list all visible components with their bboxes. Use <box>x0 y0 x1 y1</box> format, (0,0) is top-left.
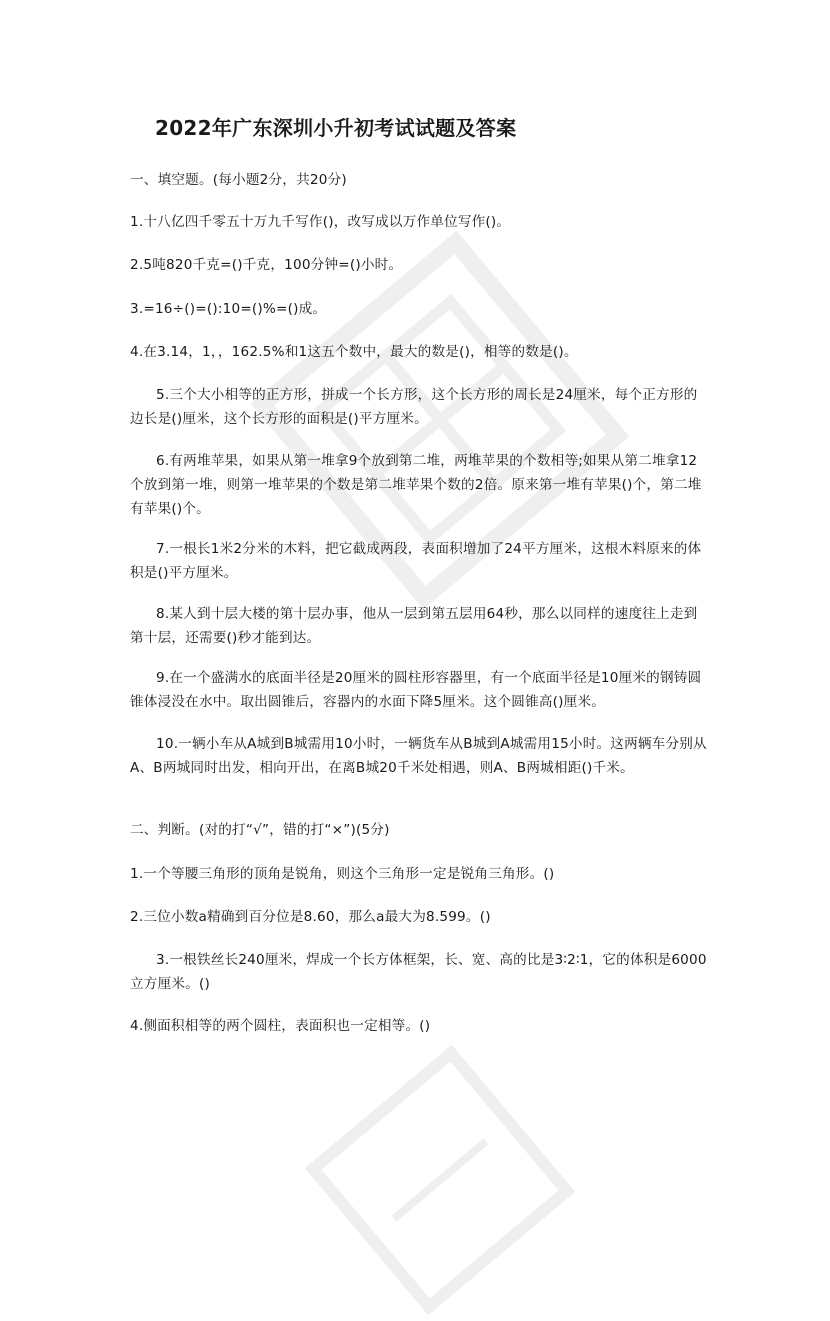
judge-question-4: 4.侧面积相等的两个圆柱，表面积也一定相等。() <box>130 1018 431 1034</box>
watermark-logo-icon <box>299 1039 581 1321</box>
fill-question-5: 5.三个大小相等的正方形，拼成一个长方形，这个长方形的周长是24厘米，每个正方形的边长是()厘米，这个长方形的面积是()平方厘米。 <box>130 387 698 427</box>
judge-question-2: 2.三位小数a精确到百分位是8.60，那么a最大为8.599。() <box>130 909 491 925</box>
fill-question-3: 3.=16÷()=():10=()%=()成。 <box>130 301 327 317</box>
fill-question-2: 2.5吨820千克=()千克，100分钟=()小时。 <box>130 257 403 273</box>
fill-question-8: 8.某人到十层大楼的第十层办事，他从一层到第五层用64秒，那么以同样的速度往上走到第十层，还需要()秒才能到达。 <box>130 606 698 646</box>
page-title: 2022年广东深圳小升初考试试题及答案 <box>155 116 517 140</box>
fill-question-6: 6.有两堆苹果，如果从第一堆拿9个放到第二堆，两堆苹果的个数相等;如果从第二堆拿12个放到第一堆，则第一堆苹果的个数是第二堆苹果个数的2倍。原来第一堆有苹果()个，第二堆有苹果()个。 <box>130 453 702 517</box>
section-1-heading: 一、填空题。(每小题2分，共20分) <box>130 172 347 188</box>
judge-question-1: 1.一个等腰三角形的顶角是锐角，则这个三角形一定是锐角三角形。() <box>130 866 555 882</box>
judge-question-3: 3.一根铁丝长240厘米，焊成一个长方体框架，长、宽、高的比是3∶2∶1，它的体积是6000立方厘米。() <box>130 952 707 992</box>
fill-question-7: 7.一根长1米2分米的木料，把它截成两段，表面积增加了24平方厘米，这根木料原来的体积是()平方厘米。 <box>130 541 702 581</box>
fill-question-9: 9.在一个盛满水的底面半径是20厘米的圆柱形容器里，有一个底面半径是10厘米的钢铸圆锥体浸没在水中。取出圆锥后，容器内的水面下降5厘米。这个圆锥高()厘米。 <box>130 670 702 710</box>
fill-question-4: 4.在3.14，1，，162.5%和1这五个数中，最大的数是()，相等的数是()。 <box>130 344 578 360</box>
section-2-heading: 二、判断。(对的打“√”，错的打“×”)(5分) <box>130 822 390 838</box>
fill-question-1: 1.十八亿四千零五十万九千写作()，改写成以万作单位写作()。 <box>130 214 511 230</box>
fill-question-10: 10.一辆小车从A城到B城需用10小时，一辆货车从B城到A城需用15小时。这两辆车分别从A、B两城同时出发，相向开出，在离B城20千米处相遇，则A、B两城相距()千米。 <box>130 736 707 776</box>
